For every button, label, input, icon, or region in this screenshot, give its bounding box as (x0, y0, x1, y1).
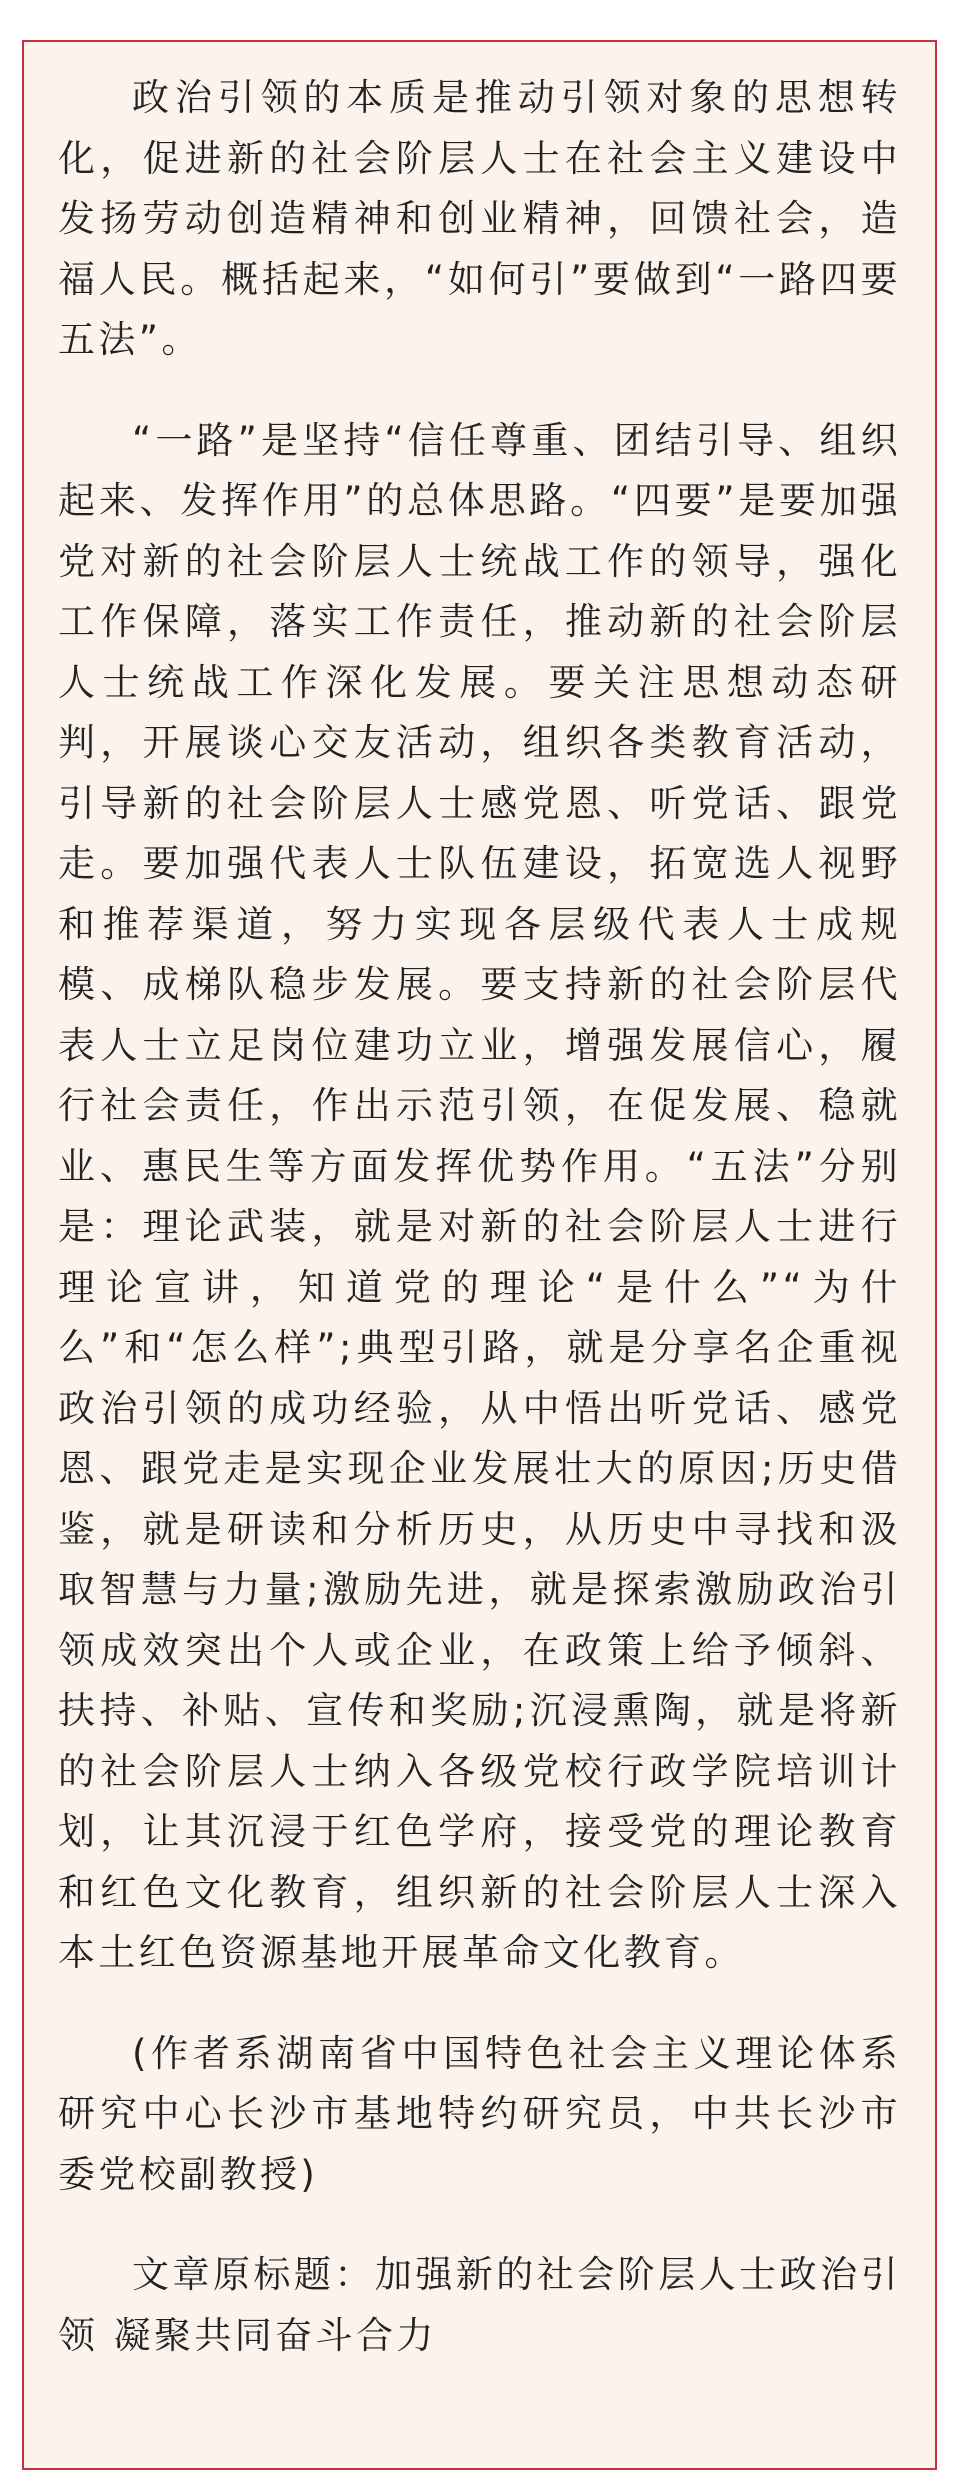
paragraph-original-title: 文章原标题：加强新的社会阶层人士政治引领 凝聚共同奋斗合力 (58, 2253, 901, 2357)
paragraph-intro: 政治引领的本质是推动引领对象的思想转化，促进新的社会阶层人士在社会主义建设中发扬劳动创造精神和创业精神，回馈社会，造福人民。概括起来，“如何引”要做到“一路四要五法”。 (58, 76, 901, 361)
paragraph-one-road-four-five: “一路”是坚持“信任尊重、团结引导、组织起来、发挥作用”的总体思路。“四要”是要加强党对新的社会阶层人士统战工作的领导，强化工作保障，落实工作责任，推动新的社会阶层人士统战工作深化发展。要关注思想动态研判，开展谈心交友活动，组织各类教育活动，引导新的社会阶层人士感党恩、听党话、跟党走。要加强代表人士队伍建设，拓宽选人视野和推荐渠道，努力实现各层级代表人士成规模、成梯队稳步发展。要支持新的社会阶层代表人士立足岗位建功立业，增强发展信心，履行社会责任，作出示范引领，在促发展、稳就业、惠民生等方面发挥优势作用。“五法”分别是：理论武装，就是对新的社会阶层人士进行理论宣讲，知道党的理论“是什么”“为什么”和“怎么样”;典型引路，就是分享名企重视政治引领的成功经验，从中悟出听党话、感党恩、跟党走是实现企业发展壮大的原因;历史借鉴，就是研读和分析历史，从历史中寻找和汲取智慧与力量;激励先进，就是探索激励政治引领成效突出个人或企业，在政策上给予倾斜、扶持、补贴、宣传和奖励;沉浸熏陶，就是将新的社会阶层人士纳入各级党校行政学院培训计划，让其沉浸于红色学府，接受党的理论教育和红色文化教育，组织新的社会阶层人士深入本土红色资源基地开展革命文化教育。 (58, 418, 901, 1974)
article-frame (22, 40, 937, 2470)
paragraph-author-note: (作者系湖南省中国特色社会主义理论体系研究中心长沙市基地特约研究员，中共长沙市委党校副教授) (58, 2031, 901, 2196)
